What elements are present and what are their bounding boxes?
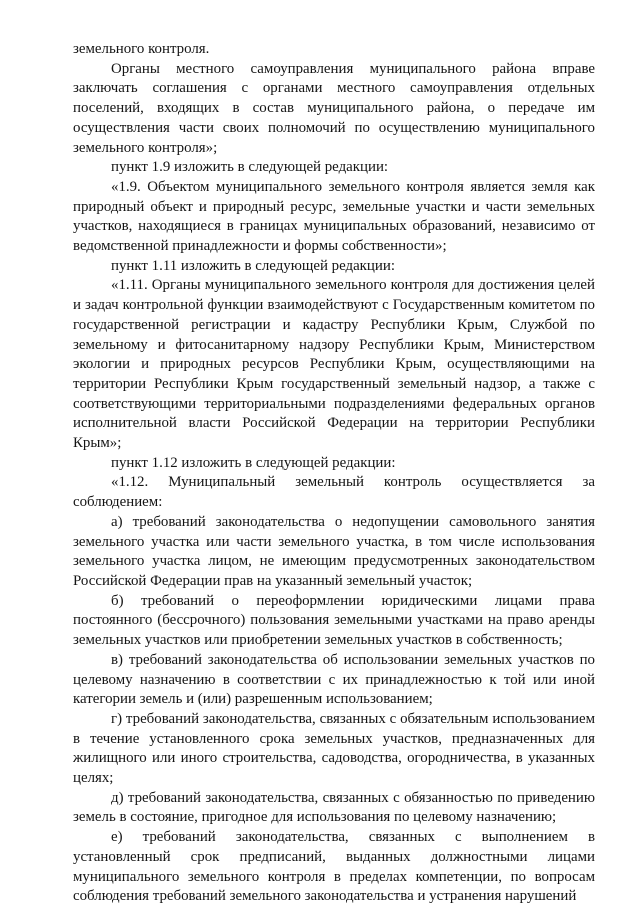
list-item-a: а) требований законодательства о недопущении самовольного занятия земельного участка или части земельного участка, в том числе использования земельного участка лицом, не имеющим предусмотренных законодательством Российской Федерации прав на указанный земельный участок;: [73, 513, 595, 589]
document-page: [73, 40, 595, 907]
paragraph-item-1-12-instruction: пункт 1.12 изложить в следующей редакции:: [111, 454, 396, 471]
list-item-b: б) требований о переоформлении юридическими лицами права постоянного (бессрочного) пользования земельными участками на право аренды земельных участков или приобретении земельных участков в собственность;: [73, 592, 595, 649]
paragraph-continuation: земельного контроля.: [73, 41, 210, 57]
paragraph-agreements: Органы местного самоуправления муниципального района вправе заключать соглашения с органами местного самоуправления отдельных поселений, входящих в состав муниципального района, о передаче им осуществления части своих полномочий по осуществлению муниципального земельного контроля»;: [73, 60, 595, 156]
paragraph-item-1-9-text: «1.9. Объектом муниципального земельного контроля является земля как природный объект и природный ресурс, земельные участки и части земельных участков, находящиеся в границах муниципальных образований, независимо от ведомственной принадлежности и формы собственности»;: [73, 178, 595, 255]
paragraph-item-1-11-instruction: пункт 1.11 изложить в следующей редакции:: [111, 257, 395, 274]
paragraph-item-1-11-text: «1.11. Органы муниципального земельного контроля для достижения целей и задач контрольной функции взаимодействуют с Государственным комитетом по государственной регистрации и кадастру Республики Крым, Службой по земельному и фитосанитарному надзору Республики Крым, Министерством экологии и природных ресурсов Республики Крым, осуществляющими на территории Республики Крым государственный земельный надзор, а также с соответствующими территориальными подразделениями федеральных органов исполнительной власти Российской Федерации на территории Республики Крым»;: [73, 277, 595, 452]
paragraph-item-1-9-instruction: пункт 1.9 изложить в следующей редакции:: [111, 159, 389, 176]
list-item-g: г) требований законодательства, связанных с обязательным использованием в течение установленного срока земельных участков, предназначенных для жилищного или иного строительства, садоводства, огородничества, в указанных целях;: [73, 710, 595, 787]
list-item-d: д) требований законодательства, связанных с обязанностью по приведению земель в состояние, пригодное для использования по целевому назначению;: [73, 789, 595, 826]
paragraph-item-1-12-text: «1.12. Муниципальный земельный контроль осуществляется за соблюдением:: [73, 474, 595, 511]
list-item-e: е) требований законодательства, связанных с выполнением в установленный срок предписаний, выданных должностными лицами муниципального земельного контроля в пределах компетенции, по вопросам соблюдения требований земельного законодательства и устранения нарушений: [73, 829, 595, 905]
list-item-v: в) требований законодательства об использовании земельных участков по целевому назначению в соответствии с их принадлежностью к той или иной категории земель и (или) разрешенным использованием;: [73, 651, 595, 708]
